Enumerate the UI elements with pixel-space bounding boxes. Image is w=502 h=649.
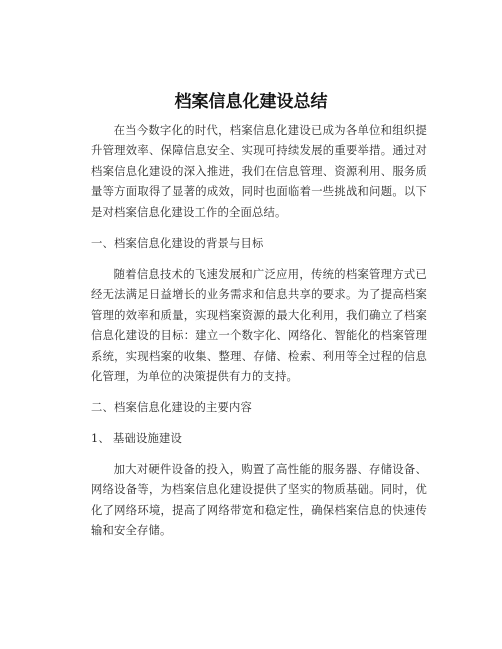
document-title: 档案信息化建设总结 (174, 92, 328, 112)
section-1-heading: 一、档案信息化建设的背景与目标 (91, 237, 264, 250)
subsection-1-paragraph: 加大对硬件设备的投入，购置了高性能的服务器、存储设备、网络设备等，为档案信息化建设提供了坚实的物质基础。同时，优化了网络环境，提高了网络带宽和稳定性，确保档案信息的快速传输和安全存储。 (91, 463, 427, 538)
subsection-1-heading (91, 429, 427, 449)
subsection-1-number: 1、 (91, 432, 110, 445)
section-2-heading: 二、档案信息化建设的主要内容 (91, 401, 252, 414)
intro-paragraph: 在当今数字化的时代，档案信息化建设已成为各单位和组织提升管理效率、保障信息安全、实现可持续发展的重要举措。通过对档案信息化建设的深入推进，我们在信息管理、资源利用、服务质量等方面取得了显著的成效，同时也面临着一些挑战和问题。以下是对档案信息化建设工作的全面总结。 (91, 124, 427, 219)
section-1-paragraph: 随着信息技术的飞速发展和广泛应用，传统的档案管理方式已经无法满足日益增长的业务需求和信息共享的要求。为了提高档案管理的效率和质量，实现档案资源的最大化利用，我们确立了档案信息化建设的目标：建立一个数字化、网络化、智能化的档案管理系统，实现档案的收集、整理、存储、检索、利用等全过程的信息化管理，为单位的决策提供有力的支持。 (91, 268, 427, 384)
subsection-1-title: 基础设施建设 (113, 432, 182, 445)
